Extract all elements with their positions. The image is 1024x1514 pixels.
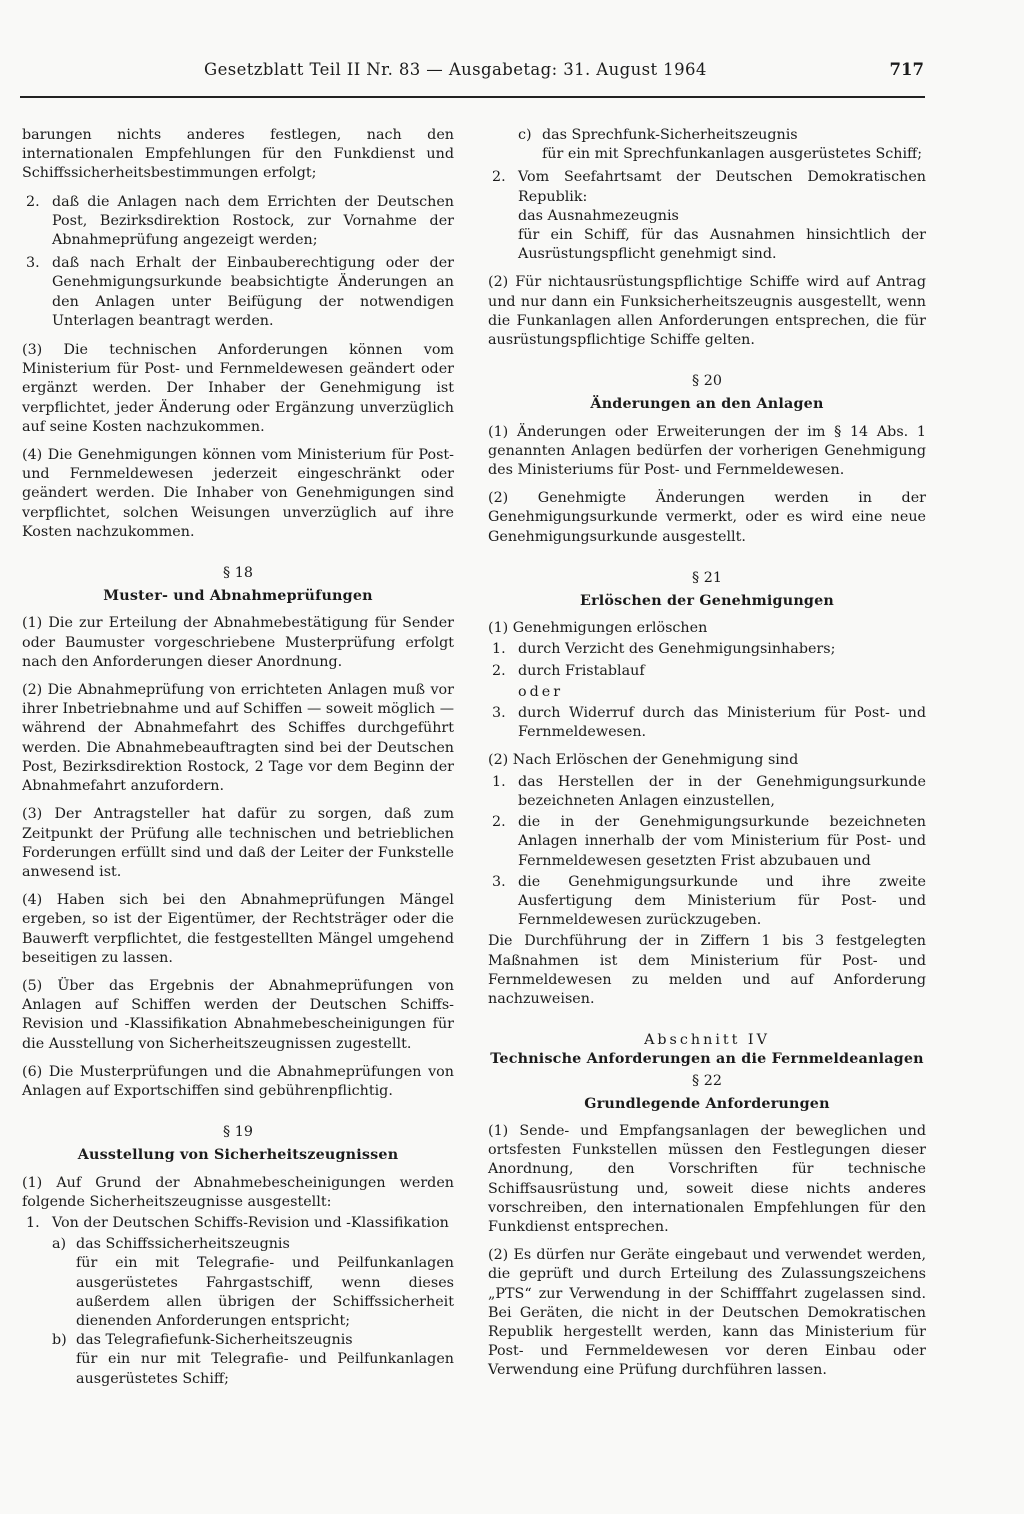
section-21-number: § 21 [692, 569, 722, 586]
section-22-paragraph: (2) Es dürfen nur Geräte eingebaut und verwendet werden, die geprüft und durch Erteilung des Zulassungszeichens „PTS“ zur Verwendung in der Schifffahrt zugelassen sind. Bei Geräten, die nicht in der Deutschen Demokratischen Republik hergestellt werden, kann das Ministerium für Post- und Fernmeldewesen vor deren Einbau oder Verwendung eine Prüfung durchführen lassen. [488, 1247, 926, 1379]
item-text: daß die Anlagen nach dem Errichten der Deutschen Post, Bezirksdirektion Rostock, zur Vornahme der Abnahmeprüfung angezeigt werden; [52, 193, 454, 249]
list-item-oder: oder [518, 683, 564, 700]
list-item [488, 813, 926, 871]
item-number: 1. [492, 641, 506, 658]
item-text: Von der Deutschen Schiffs-Revision und -Klassifikation [52, 1214, 449, 1231]
item-number: 1. [26, 1214, 40, 1231]
item-text: durch Widerruf durch das Ministerium für Post- und Fernmeldewesen. [518, 705, 926, 741]
sub-item-title: das Sprechfunk-Sicherheitszeugnis [542, 127, 798, 143]
item-number: 3. [26, 255, 40, 272]
list-item [488, 704, 926, 742]
sub-item-title: das Telegrafiefunk-Sicherheitszeugnis [76, 1332, 353, 1349]
section-18-number: § 18 [223, 565, 253, 582]
section-18-paragraph: (4) Haben sich bei den Abnahmeprüfungen Mängel ergeben, so ist der Eigentümer, der Rechtsträger oder die Bauwerft verpflichtet, die festgestellten Mängel umgehend beseitigen zu lassen. [22, 892, 454, 966]
section-18-title: Muster- und Abnahmeprüfungen [103, 588, 373, 605]
sub-item-text: für ein mit Sprechfunkanlagen ausgerüstetes Schiff; [542, 146, 923, 163]
section-19-paragraph-2: (2) Für nichtausrüstungspflichtige Schiffe wird auf Antrag und nur dann ein Funksicherheitszeugnis ausgestellt, wenn die Funkanlagen allen Anforderungen entsprechen, die für ausrüstungspflichtige Schiffe gelten. [488, 274, 926, 349]
section-18-paragraph: (6) Die Musterprüfungen und die Abnahmeprüfungen von Anlagen auf Exportschiffen sind gebührenpflichtig. [22, 1063, 454, 1099]
item-text: die Genehmigungsurkunde und ihre zweite Ausfertigung dem Ministerium für Post- und Fernmeldewesen zurückzugeben. [518, 873, 926, 929]
sub-item-a [22, 1235, 454, 1331]
page-header [20, 60, 924, 90]
section-22-number: § 22 [692, 1072, 722, 1089]
list-item [488, 168, 926, 206]
section-19-title: Ausstellung von Sicherheitszeugnissen [77, 1147, 399, 1164]
item-number: 3. [492, 873, 506, 890]
section-20-title: Änderungen an den Anlagen [590, 396, 824, 413]
list-item [488, 640, 926, 659]
abschnitt-title: Technische Anforderungen an die Fernmeldeanlagen [490, 1051, 924, 1068]
list-item-detail [488, 207, 926, 265]
item-number: 2. [492, 814, 506, 831]
item-detail-text: für ein Schiff, für das Ausnahmen hinsichtlich der Ausrüstungspflicht genehmigt sind. [518, 227, 926, 263]
list-item [22, 254, 454, 331]
item-number: 1. [492, 773, 506, 790]
item-text: die in der Genehmigungsurkunde bezeichneten Anlagen innerhalb der vom Ministerium für Post- und Fernmeldewesen gesetzten Frist abzubauen und [518, 814, 926, 869]
section-20-paragraph: (2) Genehmigte Änderungen werden in der Genehmigungsurkunde vermerkt, oder es wird eine neue Genehmigungsurkunde ausgestellt. [488, 490, 926, 545]
section-19-paragraph: (1) Auf Grund der Abnahmebescheinigungen werden folgende Sicherheitszeugnisse ausgestellt: [22, 1174, 454, 1210]
section-20-paragraph: (1) Änderungen oder Erweiterungen der im § 14 Abs. 1 genannten Anlagen bedürfen der vorherigen Genehmigung des Ministeriums für Post- und Fernmeldewesen. [488, 423, 926, 479]
sub-item-text: für ein nur mit Telegrafie- und Peilfunkanlagen ausgerüstetes Schiff; [76, 1351, 454, 1387]
item-detail-title: das Ausnahmezeugnis [518, 207, 679, 224]
section-22-title: Grundlegende Anforderungen [584, 1095, 830, 1112]
list-item [488, 662, 926, 681]
left-column [22, 126, 454, 1389]
item-number: 3. [492, 705, 506, 722]
sub-item-letter: b) [52, 1332, 67, 1349]
page-header-title: Gesetzblatt Teil II Nr. 83 — Ausgabetag: 31. August 1964 [204, 60, 707, 79]
sub-item-letter: c) [518, 127, 532, 143]
item-number: 2. [492, 169, 506, 186]
item-text: das Herstellen der in der Genehmigungsurkunde bezeichneten Anlagen einzustellen, [518, 773, 926, 809]
list-item [488, 773, 926, 811]
continuation-paragraph: barungen nichts anderes festlegen, nach den internationalen Empfehlungen für den Funkdienst und Schiffssicherheitsbestimmungen erfolgt; [22, 127, 454, 182]
sub-item-title: das Schiffssicherheitszeugnis [76, 1236, 290, 1253]
section-21-title: Erlöschen der Genehmigungen [579, 593, 835, 610]
list-item [488, 873, 926, 931]
section-22-paragraph: (1) Sende- und Empfangsanlagen der beweglichen und ortsfesten Funkstellen müssen den Festlegungen dieser Anordnung, den Vorschriften für technische Schiffsausrüstung und, soweit diese nichts anderes vorschreiben, den internationalen Empfehlungen für den Funkdienst entsprechen. [488, 1122, 926, 1235]
section-21-paragraph: (1) Genehmigungen erlöschen [488, 620, 708, 637]
section-18-paragraph: (3) Der Antragsteller hat dafür zu sorgen, daß zum Zeitpunkt der Prüfung alle technischen und betrieblichen Forderungen erfüllt sind und daß der Leiter der Funkstelle anwesend ist. [22, 806, 454, 880]
sub-item-c [488, 126, 926, 164]
section-20-number: § 20 [692, 373, 722, 390]
paragraph-3: (3) Die technischen Anforderungen können vom Ministerium für Post- und Fernmeldewesen geändert oder ergänzt werden. Der Inhaber der Genehmigung ist verpflichtet, jeder Änderung oder Ergänzung unverzüglich auf seine Kosten nachzukommen. [22, 342, 454, 435]
item-text: Vom Seefahrtsamt der Deutschen Demokratischen Republik: [518, 169, 926, 205]
list-item [22, 1214, 454, 1233]
paragraph-4: (4) Die Genehmigungen können vom Ministerium für Post- und Fernmeldewesen jederzeit eingeschränkt oder geändert werden. Die Inhaber von Genehmigungen sind verpflichtet, solchen Weisungen unverzüglich auf ihre Kosten nachzukommen. [22, 447, 454, 540]
abschnitt-heading: Abschnitt IV [644, 1032, 770, 1049]
sub-item-text: für ein mit Telegrafie- und Peilfunkanlagen ausgerüstetes Fahrgastschiff, wenn dieses außerdem allen übrigen der Schiffssicherheit dienenden Anforderungen entspricht; [76, 1255, 454, 1329]
item-text: daß nach Erhalt der Einbauberechtigung oder der Genehmigungsurkunde beabsichtigte Änderungen an den Anlagen unter Beifügung der notwendigen Unterlagen beantragt werden. [52, 255, 454, 329]
section-21-final-paragraph: Die Durchführung der in Ziffern 1 bis 3 festgelegten Maßnahmen ist dem Ministerium für Post- und Fernmeldewesen zu melden und auf Anforderung nachzuweisen. [488, 933, 926, 1007]
header-rule [20, 96, 925, 98]
section-18-paragraph: (5) Über das Ergebnis der Abnahmeprüfungen von Anlagen auf Schiffen werden der Deutschen Schiffs-Revision und -Klassifikation Abnahmebescheinigungen für die Ausstellung von Sicherheitszeugnissen zugestellt. [22, 977, 454, 1052]
section-18-paragraph: (1) Die zur Erteilung der Abnahmebestätigung für Sender oder Baumuster vorgeschriebene Musterprüfung erfolgt nach den Anforderungen dieser Anordnung. [22, 615, 454, 670]
section-19-number: § 19 [223, 1124, 253, 1141]
sub-item-letter: a) [52, 1236, 67, 1253]
sub-item-b [22, 1331, 454, 1389]
item-number: 2. [492, 662, 506, 679]
section-21-paragraph: (2) Nach Erlöschen der Genehmigung sind [488, 752, 799, 769]
item-text: durch Fristablauf [518, 662, 645, 679]
page-number: 717 [889, 60, 924, 79]
item-text: durch Verzicht des Genehmigungsinhabers; [518, 641, 836, 658]
item-number: 2. [26, 193, 40, 210]
list-item [22, 193, 454, 251]
section-18-paragraph: (2) Die Abnahmeprüfung von errichteten Anlagen muß vor ihrer Inbetriebnahme und auf Schiffen — soweit möglich — während der Abnahmefahrt des Schiffes durchgeführt werden. Die Abnahmebeauftragten sind bei der Deutschen Post, Bezirksdirektion Rostock, 2 Tage vor dem Beginn der Abnahmefahrt anzufordern. [22, 682, 454, 795]
right-column [488, 126, 926, 1381]
